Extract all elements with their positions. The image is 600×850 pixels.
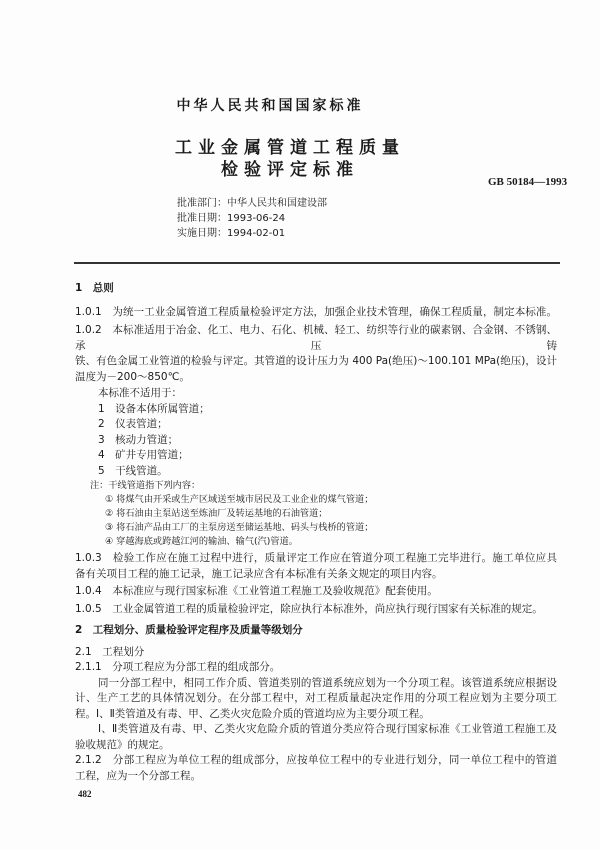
note-heading: 注：干线管道指下列内容： xyxy=(90,480,201,491)
clause-1-0-5: 1.0.5 工业金属管道工程的质量检验评定，除应执行本标准外，尚应执行现行国家有关标准的规定。 xyxy=(75,602,543,615)
clause-1-0-3: 1.0.3 检验工作应在施工过程中进行，质量评定工作应在管道分项工程施工完毕进行。施工单位应具 xyxy=(75,552,557,564)
clause-2-1-1-para: 程。Ⅰ、Ⅱ类管道及有毒、甲、乙类火灾危险介质的管道均应为主要分项工程。 xyxy=(75,707,430,720)
document-header xyxy=(0,0,600,281)
divider xyxy=(74,262,560,264)
list-item: 3 核动力管道； xyxy=(98,433,179,446)
section-2-1-heading: 2.1 工程划分 xyxy=(75,645,145,658)
title-line-1: 工业金属管道工程质量 xyxy=(175,138,405,158)
exclusions-intro: 本标准不适用于： xyxy=(98,387,182,399)
clause-2-1-1-para: Ⅰ、Ⅱ类管道及有毒、甲、乙类火灾危险介质的管道分类应符合现行国家标准《工业管道工程施工及 xyxy=(98,723,557,735)
clause-2-1-1-para: 验收规范》的规定。 xyxy=(75,738,170,751)
note-item: ① 将煤气由开采或生产区域送至城市居民及工业企业的煤气管道； xyxy=(105,494,374,505)
note-item: ② 将石油由主泵站送至炼油厂及转运基地的石油管道； xyxy=(105,508,328,519)
clause-2-1-1-para: 同一分部工程中，相同工作介质、管道类别的管道系统应划为一个分项工程。该管道系统应根据设 xyxy=(98,676,557,689)
approval-date: 批准日期：1993-06-24 xyxy=(177,213,286,224)
section-1-heading: 1 总则 xyxy=(75,282,114,294)
approval-dept: 批准部门：中华人民共和国建设部 xyxy=(177,198,327,209)
clause-2-1-1-para: 计、生产工艺的具体情况划分。在分部工程中，对工程质量起决定作用的分项工程应划为主要分项工 xyxy=(75,692,557,704)
standard-code: GB 50184—1993 xyxy=(488,176,568,188)
effective-date: 实施日期：1994-02-01 xyxy=(177,228,286,239)
clause-2-1-1: 2.1.1 分项工程应为分部工程的组成部分。 xyxy=(75,661,281,673)
clause-1-0-1: 1.0.1 为统一工业金属管道工程质量检验评定方法，加强企业技术管理，确保工程质量，制定本标准。 xyxy=(75,305,557,318)
list-item: 5 干线管道。 xyxy=(98,464,168,477)
body-text xyxy=(75,281,557,803)
clause-1-0-4: 1.0.4 本标准应与现行国家标准《工业管道工程施工及验收规范》配套使用。 xyxy=(75,585,438,597)
list-item: 1 设备本体所属管道； xyxy=(98,402,210,415)
clause-2-1-2: 2.1.2 分部工程应为单位工程的组成部分，应按单位工程中的专业进行划分，同一单位工程中的管道 xyxy=(75,754,557,766)
note-item: ④ 穿越海底或跨越江河的输油、输气(汽)管道。 xyxy=(105,536,298,547)
list-item: 2 仪表管道； xyxy=(98,418,168,430)
clause-1-0-2-cont: 铁、有色金属工业管道的检验与评定。其管道的设计压力为 400 Pa(绝压)～100.101 MPa(绝压)，设计 xyxy=(75,355,557,367)
title-line-2: 检验评定标准 xyxy=(221,160,359,180)
standard-series: 中华人民共和国国家标准 xyxy=(176,98,364,114)
clause-1-0-3-cont: 备有关项目工程的施工记录，施工记录应含有本标准有关条文规定的项目内容。 xyxy=(75,567,443,580)
page-number: 482 xyxy=(78,789,92,799)
list-item: 4 矿井专用管道； xyxy=(98,449,189,461)
section-2-heading: 2 工程划分、质量检验评定程序及质量等级划分 xyxy=(75,624,303,636)
note-item: ③ 将石油产品由工厂的主泵房送至储运基地、码头与栈桥的管道； xyxy=(105,522,374,533)
clause-2-1-2-cont: 工程，应为一个分部工程。 xyxy=(75,769,201,782)
clause-1-0-2: 1.0.2 本标准适用于冶金、化工、电力、石化、机械、轻工、纺织等行业的碳素钢、合金钢、不锈钢、承压铸 xyxy=(75,324,557,352)
clause-1-0-2-cont: 温度为－200～850℃。 xyxy=(75,370,190,383)
